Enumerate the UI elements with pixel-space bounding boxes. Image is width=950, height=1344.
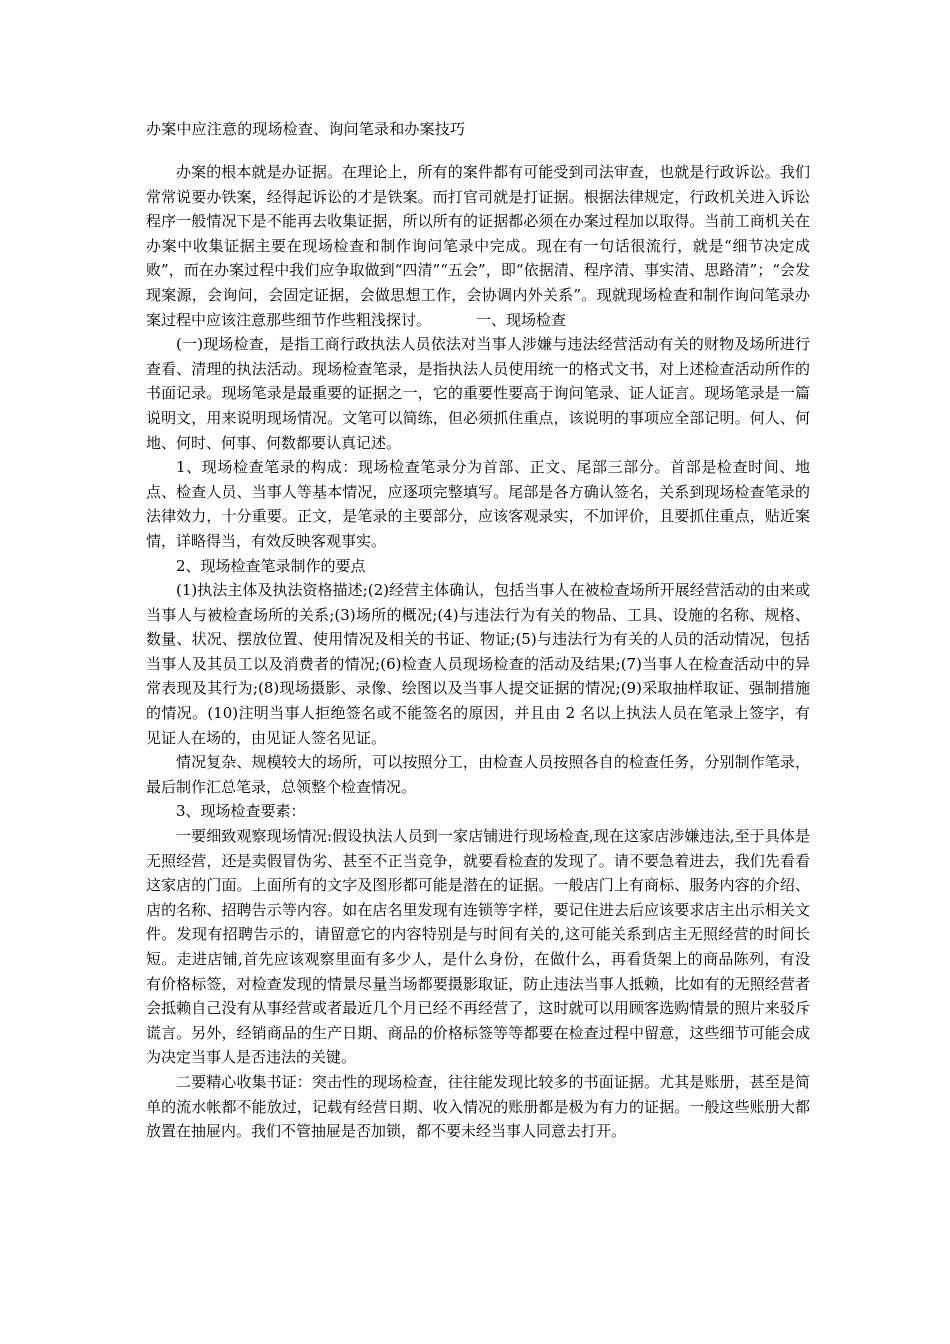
document-page bbox=[146, 118, 810, 1144]
paragraph-complex-sites: 情况复杂、规模较大的场所，可以按照分工，由检查人员按照各自的检查任务，分别制作笔录，最后制作汇总笔录，总领整个检查情况。 bbox=[146, 753, 810, 796]
intro-paragraph bbox=[146, 160, 810, 332]
section-heading-site-inspection: 一、现场检查 bbox=[476, 310, 567, 329]
subheading-record-key-points: 2、现场检查笔录制作的要点 bbox=[176, 556, 366, 575]
paragraph-record-key-points-list: (1)执法主体及执法资格描述;(2)经营主体确认，包括当事人在被检查场所开展经营活动的由来或当事人与被检查场所的关系;(3)场所的概况;(4)与违法行为有关的物品、工具、设施的名称、规格、数量、状况、摆放位置、使用情况及相关的书证、物证;(5)与违法行为有关的人员的活动情况，包括当事人及其员工以及消费者的情况;(6)检查人员现场检查的活动及结果;(7)当事人在检查活动中的异常表现及其行为;(8)现场摄影、录像、绘图以及当事人提交证据的情况;(9)采取抽样取证、强制措施的情况。(10)注明当事人拒绝签名或不能签名的原因，并且由 2 名以上执法人员在笔录上签字，有见证人在场的，由见证人签名见证。 bbox=[146, 581, 810, 747]
paragraph-collect-documents: 二要精心收集书证：突击性的现场检查，往往能发现比较多的书面证据。尤其是账册，甚至是简单的流水帐都不能放过，记载有经营日期、收入情况的账册都是极为有力的证据。一般这些账册大都放置在抽屉内。我们不管抽屉是否加锁，都不要未经当事人同意去打开。 bbox=[146, 1072, 810, 1141]
document-title: 办案中应注意的现场检查、询问笔录和办案技巧 bbox=[146, 120, 466, 138]
paragraph-observe-site: 一要细致观察现场情况:假设执法人员到一家店铺进行现场检查,现在这家店涉嫌违法,至于具体是无照经营，还是卖假冒伪劣、甚至不正当竞争，就要看检查的发现了。请不要急着进去，我们先看看这家店的门面。上面所有的文字及图形都可能是潜在的证据。一般店门上有商标、服务内容的介绍、店的名称、招聘告示等内容。如在店名里发现有连锁等字样，要记住进去后应该要求店主出示相关文件。发现有招聘告示的，请留意它的内容特别是与时间有关的,这可能关系到店主无照经营的时间长短。走进店铺,首先应该观察里面有多少人，是什么身份，在做什么，再看货架上的商品陈列，有没有价格标签，对检查发现的情景尽量当场都要摄影取证，防止违法当事人抵赖，比如有的无照经营者会抵赖自己没有从事经营或者最近几个月已经不再经营了，这时就可以用顾客选购情景的照片来驳斥谎言。另外，经销商品的生产日期、商品的价格标签等等都要在检查过程中留意，这些细节可能会成为决定当事人是否违法的关键。 bbox=[146, 827, 810, 1067]
intro-text: 办案的根本就是办证据。在理论上，所有的案件都有可能受到司法审查，也就是行政诉讼。我们常常说要办铁案，经得起诉讼的才是铁案。而打官司就是打证据。根据法律规定，行政机关进入诉讼程序一般情况下是不能再去收集证据，所以所有的证据都必须在办案过程加以取得。当前工商机关在办案中收集证据主要在现场检查和制作询问笔录中完成。现在有一句话很流行，就是“细节决定成败”，而在办案过程中我们应争取做到“四清”“五会”，即“依据清、程序清、事实清、思路清”；“会发现案源，会询问，会固定证据，会做思想工作，会协调内外关系”。现就现场检查和制作询问笔录办案过程中应该注意那些细节作些粗浅探讨。 bbox=[146, 163, 810, 329]
paragraph-site-inspection-definition: (一)现场检查，是指工商行政执法人员依法对当事人涉嫌与违法经营活动有关的财物及场所进行查看、清理的执法活动。现场检查笔录，是指执法人员使用统一的格式文书，对上述检查活动所作的书面记录。现场笔录是最重要的证据之一，它的重要性要高于询问笔录、证人证言。现场笔录是一篇说明文，用来说明现场情况。文笔可以简练，但必须抓住重点，该说明的事项应全部记明。何人、何地、何时、何事、何数都要认真记述。 bbox=[146, 335, 810, 452]
subheading-inspection-elements: 3、现场检查要素： bbox=[176, 802, 306, 821]
paragraph-record-composition: 1、现场检查笔录的构成：现场检查笔录分为首部、正文、尾部三部分。首部是检查时间、地点、检查人员、当事人等基本情况，应逐项完整填写。尾部是各方确认签名，关系到现场检查笔录的法律效力，十分重要。正文，是笔录的主要部分，应该客观录实，不加评价，且要抓住重点，贴近案情，详略得当，有效反映客观事实。 bbox=[146, 458, 810, 550]
